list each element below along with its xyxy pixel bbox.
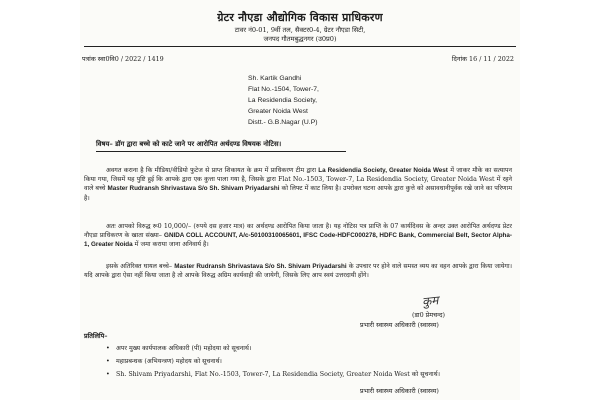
letter-date: दिनांक 16 / 11 / 2022 xyxy=(451,55,514,63)
p2-text: में जमा कराया जाना अनिवार्य है। xyxy=(134,241,209,249)
header-rule xyxy=(84,46,516,47)
subject-underline xyxy=(96,151,346,152)
recipient-line: Sh. Kartik Gandhi xyxy=(248,75,302,82)
org-address-line1: टावर नं0-01, 9वीं तल, सैक्टर0-4, ग्रेटर नौएडा सिटी, xyxy=(234,26,366,34)
copy-to-item: • महाप्रबन्धक (अभियन्त्रण) महोदय को सूचनार्थ। xyxy=(104,357,474,366)
recipient-line: Flat No.-1504, Tower-7, xyxy=(248,86,319,93)
letter-page xyxy=(80,0,520,400)
copy-to-item: • अपर मुख्य कार्यपालक अधिकारी (पी) महोदया को सूचनार्थ। xyxy=(104,344,474,353)
signatory-name: (डा0 प्रेमचन्द) xyxy=(412,311,446,319)
p1-text: अवगत कराना है कि मीडिया/वीडियो फुटेज से प्राप्त शिकायत के क्रम में प्राधिकरण टीम द्वारा xyxy=(106,167,316,174)
recipient-line: Greater Noida West xyxy=(248,108,308,115)
p1-text: को लिफ्ट में काट लिया है। उपरोक्त घटना आपके द्वारा कुत्ते को असावधानीपूर्वक रखे जाने का परिणाम है। xyxy=(84,185,512,202)
org-name: ग्रेटर नौएडा औद्योगिक विकास प्राधिकरण xyxy=(217,11,383,24)
p1-text: में जाकर मौके का सत्यापन किया गया, जिसमें यह पुष्टि हुई कि आपके द्वारा एक कुत्ता पाला गया है, जिसके द्वारा Flat No.-1503, Tower-7, La Residendia Society, Greater Noida West में रहने वाले बच्चे xyxy=(84,167,512,193)
signatory-designation: प्रभारी स्वास्थ्य अधिकारी (स्वास्थ्य) xyxy=(360,321,439,329)
handwritten-signature: कुम xyxy=(421,293,440,309)
p2-text: अतः आपको विरुद्ध रू0 10,000/– (रुपये दस हजार मात्र) का अर्थदण्ड आरोपित किया जाता है। यह नोटिस पत्र प्राप्ति के 07 कार्यदिवस के अन्दर उक्त आरोपित अर्थदण्ड प्रेटर नौएडा प्राधिकरण के खाता संख्या– xyxy=(84,223,512,240)
body-paragraph-2 xyxy=(84,222,512,250)
body-paragraph-1 xyxy=(84,166,512,203)
copy-to-heading: प्रतिलिपि– xyxy=(84,332,108,340)
p3-text: के उपचार पर होने वाले समस्त व्यय का वहन आपके द्वारा किया जायेगा। यदि आपके द्वारा ऐसा नहीं किया जाता है तो आपके विरुद्ध अग्रिम कार्यवाही की जायेगी, जिसके लिए आप स्वयं उत्तरदायी होंगे। xyxy=(84,263,512,280)
recipient-line: La Residendia Society, xyxy=(248,97,318,104)
p3-text: इसके अतिरिक्त घायल बच्चे– xyxy=(106,263,173,270)
copy-to-list xyxy=(104,344,474,383)
copy-to-item: • Sh. Shivam Priyadarshi, Flat No.-1503, Tower-7, La Residendia Society, Greater Noida West को सूचनार्थ। xyxy=(104,370,474,379)
p1-victim-name: Master Rudransh Shrivastava S/o Sh. Shivam Priyadarshi xyxy=(107,185,280,193)
letter-number: पत्रांक स्वा0वि0 / 2022 / 1419 xyxy=(82,55,164,63)
subject-line: विषय– डॉग द्वारा बच्चे को काटे जाने पर आरोपित अर्थदण्ड विषयक नोटिस। xyxy=(96,140,282,148)
org-address-line2: जनपद गौतमबुद्धनगर (उ0प्र0) xyxy=(263,35,337,43)
p1-society: La Residendia Society, Greater Noida West xyxy=(318,167,448,174)
bottom-designation: प्रभारी स्वास्थ्य अधिकारी (स्वास्थ्य) xyxy=(360,387,439,395)
p2-account-details: GNIDA COLL ACCOUNT, A/c-50100310065601, IFSC Code-HDFC000278, HDFC Bank, Commercial Belt, Sector Alpha-1, Greater Noida xyxy=(84,232,512,249)
p3-victim-name: Master Rudransh Shrivastava S/o Sh. Shivam Priyadarshi xyxy=(174,263,347,270)
recipient-line: Distt.- G.B.Nagar (U.P) xyxy=(248,119,318,126)
body-paragraph-3 xyxy=(84,262,512,280)
